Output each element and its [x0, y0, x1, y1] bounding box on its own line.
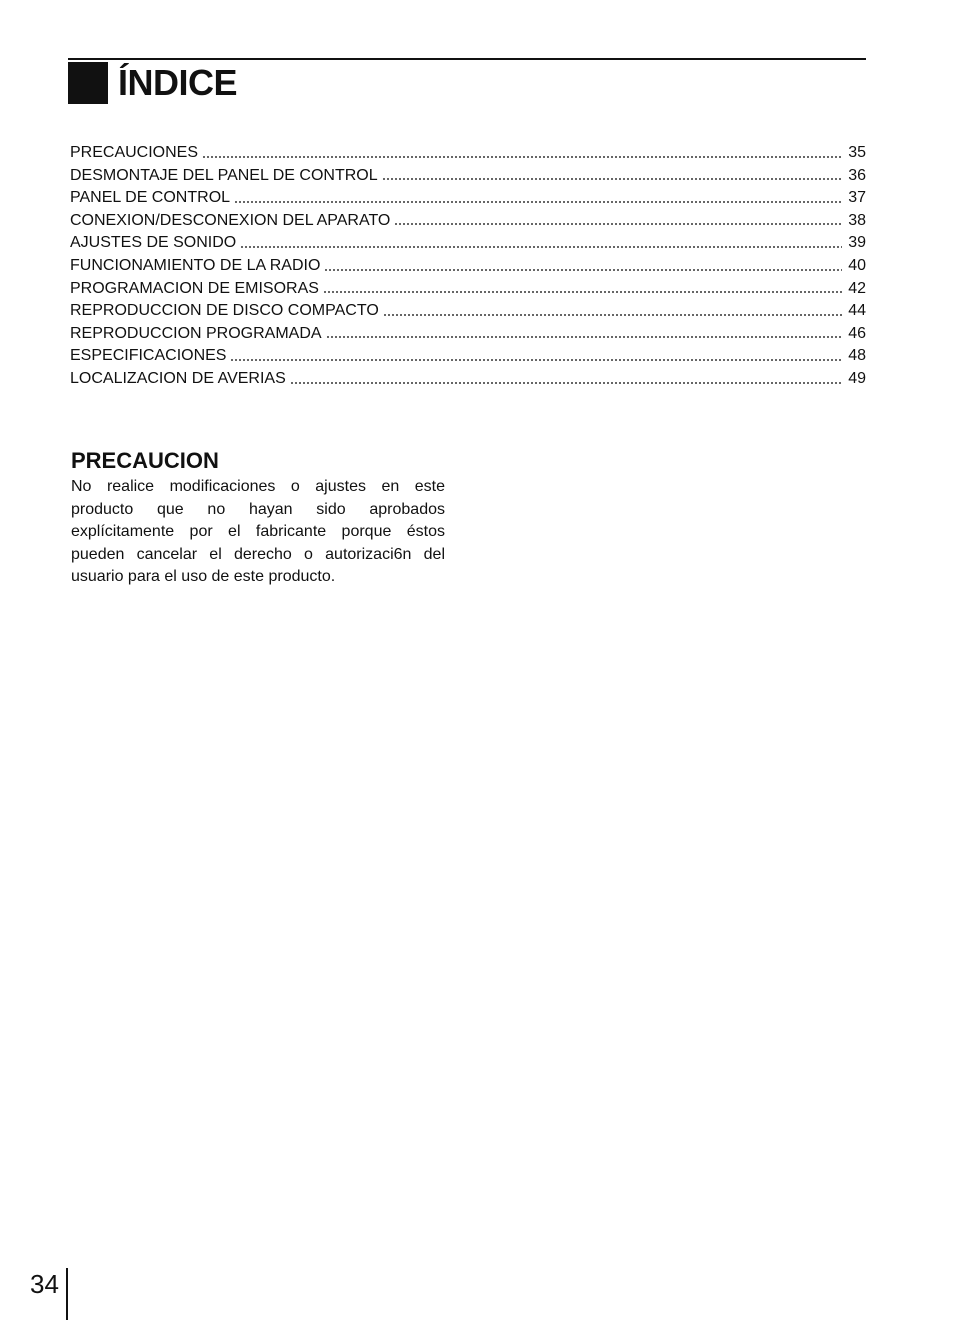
toc-entry-page: 40: [848, 256, 866, 274]
toc-dot-leader: [290, 379, 842, 385]
page-title: ÍNDICE: [118, 62, 238, 103]
toc-dot-leader: [230, 356, 842, 362]
title-block-marker: [68, 62, 108, 104]
page-number-rule: [66, 1268, 68, 1320]
toc-dot-leader: [323, 288, 842, 294]
toc-entry-label: REPRODUCCION DE DISCO COMPACTO: [70, 302, 379, 320]
toc-entry-label: ESPECIFICACIONES: [70, 347, 227, 365]
toc-entry: [70, 278, 866, 301]
toc-entry-page: 46: [848, 324, 866, 342]
toc-entry: [70, 142, 866, 165]
toc-dot-leader: [240, 243, 842, 249]
toc-entry-page: 39: [848, 234, 866, 252]
warning-paragraph: No realice modificaciones o ajustes en este producto que no hayan sido aprobados explícitamente por el fabricante porque éstos pueden cancelar el derecho o autorizaci6n del usuario para el uso de este producto.: [71, 478, 445, 585]
toc-dot-leader: [394, 220, 842, 226]
table-of-contents: [70, 142, 866, 391]
toc-dot-leader: [202, 153, 842, 159]
toc-dot-leader: [326, 333, 842, 339]
toc-entry-page: 49: [848, 369, 866, 387]
toc-entry-label: FUNCIONAMIENTO DE LA RADIO: [70, 256, 321, 274]
toc-entry: [70, 255, 866, 278]
toc-dot-leader: [234, 198, 842, 204]
toc-entry-page: 35: [848, 144, 866, 161]
toc-entry-label: DESMONTAJE DEL PANEL DE CONTROL: [70, 166, 378, 184]
toc-entry: [70, 187, 866, 210]
toc-entry-page: 42: [848, 279, 866, 297]
toc-entry: [70, 165, 866, 188]
toc-entry: [70, 300, 866, 323]
toc-entry: [70, 323, 866, 346]
page-header: [68, 60, 237, 106]
toc-entry-label: LOCALIZACION DE AVERIAS: [70, 369, 286, 387]
toc-entry-label: CONEXION/DESCONEXION DEL APARATO: [70, 211, 391, 229]
warning-heading: PRECAUCION: [71, 448, 219, 473]
toc-entry-page: 44: [848, 302, 866, 320]
toc-dot-leader: [324, 266, 842, 272]
toc-entry: [70, 232, 866, 255]
toc-dot-leader: [382, 175, 842, 181]
toc-entry: [70, 345, 866, 368]
toc-entry: [70, 210, 866, 233]
toc-entry-label: PROGRAMACION DE EMISORAS: [70, 279, 319, 297]
toc-entry-page: 48: [848, 347, 866, 365]
toc-dot-leader: [383, 311, 842, 317]
toc-entry-page: 38: [848, 211, 866, 229]
toc-entry-label: REPRODUCCION PROGRAMADA: [70, 324, 322, 342]
page-number: 34: [30, 1269, 59, 1299]
toc-entry-label: PRECAUCIONES: [70, 144, 199, 161]
toc-entry-label: PANEL DE CONTROL: [70, 189, 231, 207]
toc-entry-page: 36: [848, 166, 866, 184]
toc-entry-label: AJUSTES DE SONIDO: [70, 234, 237, 252]
toc-entry: [70, 368, 866, 391]
toc-entry-page: 37: [848, 189, 866, 207]
